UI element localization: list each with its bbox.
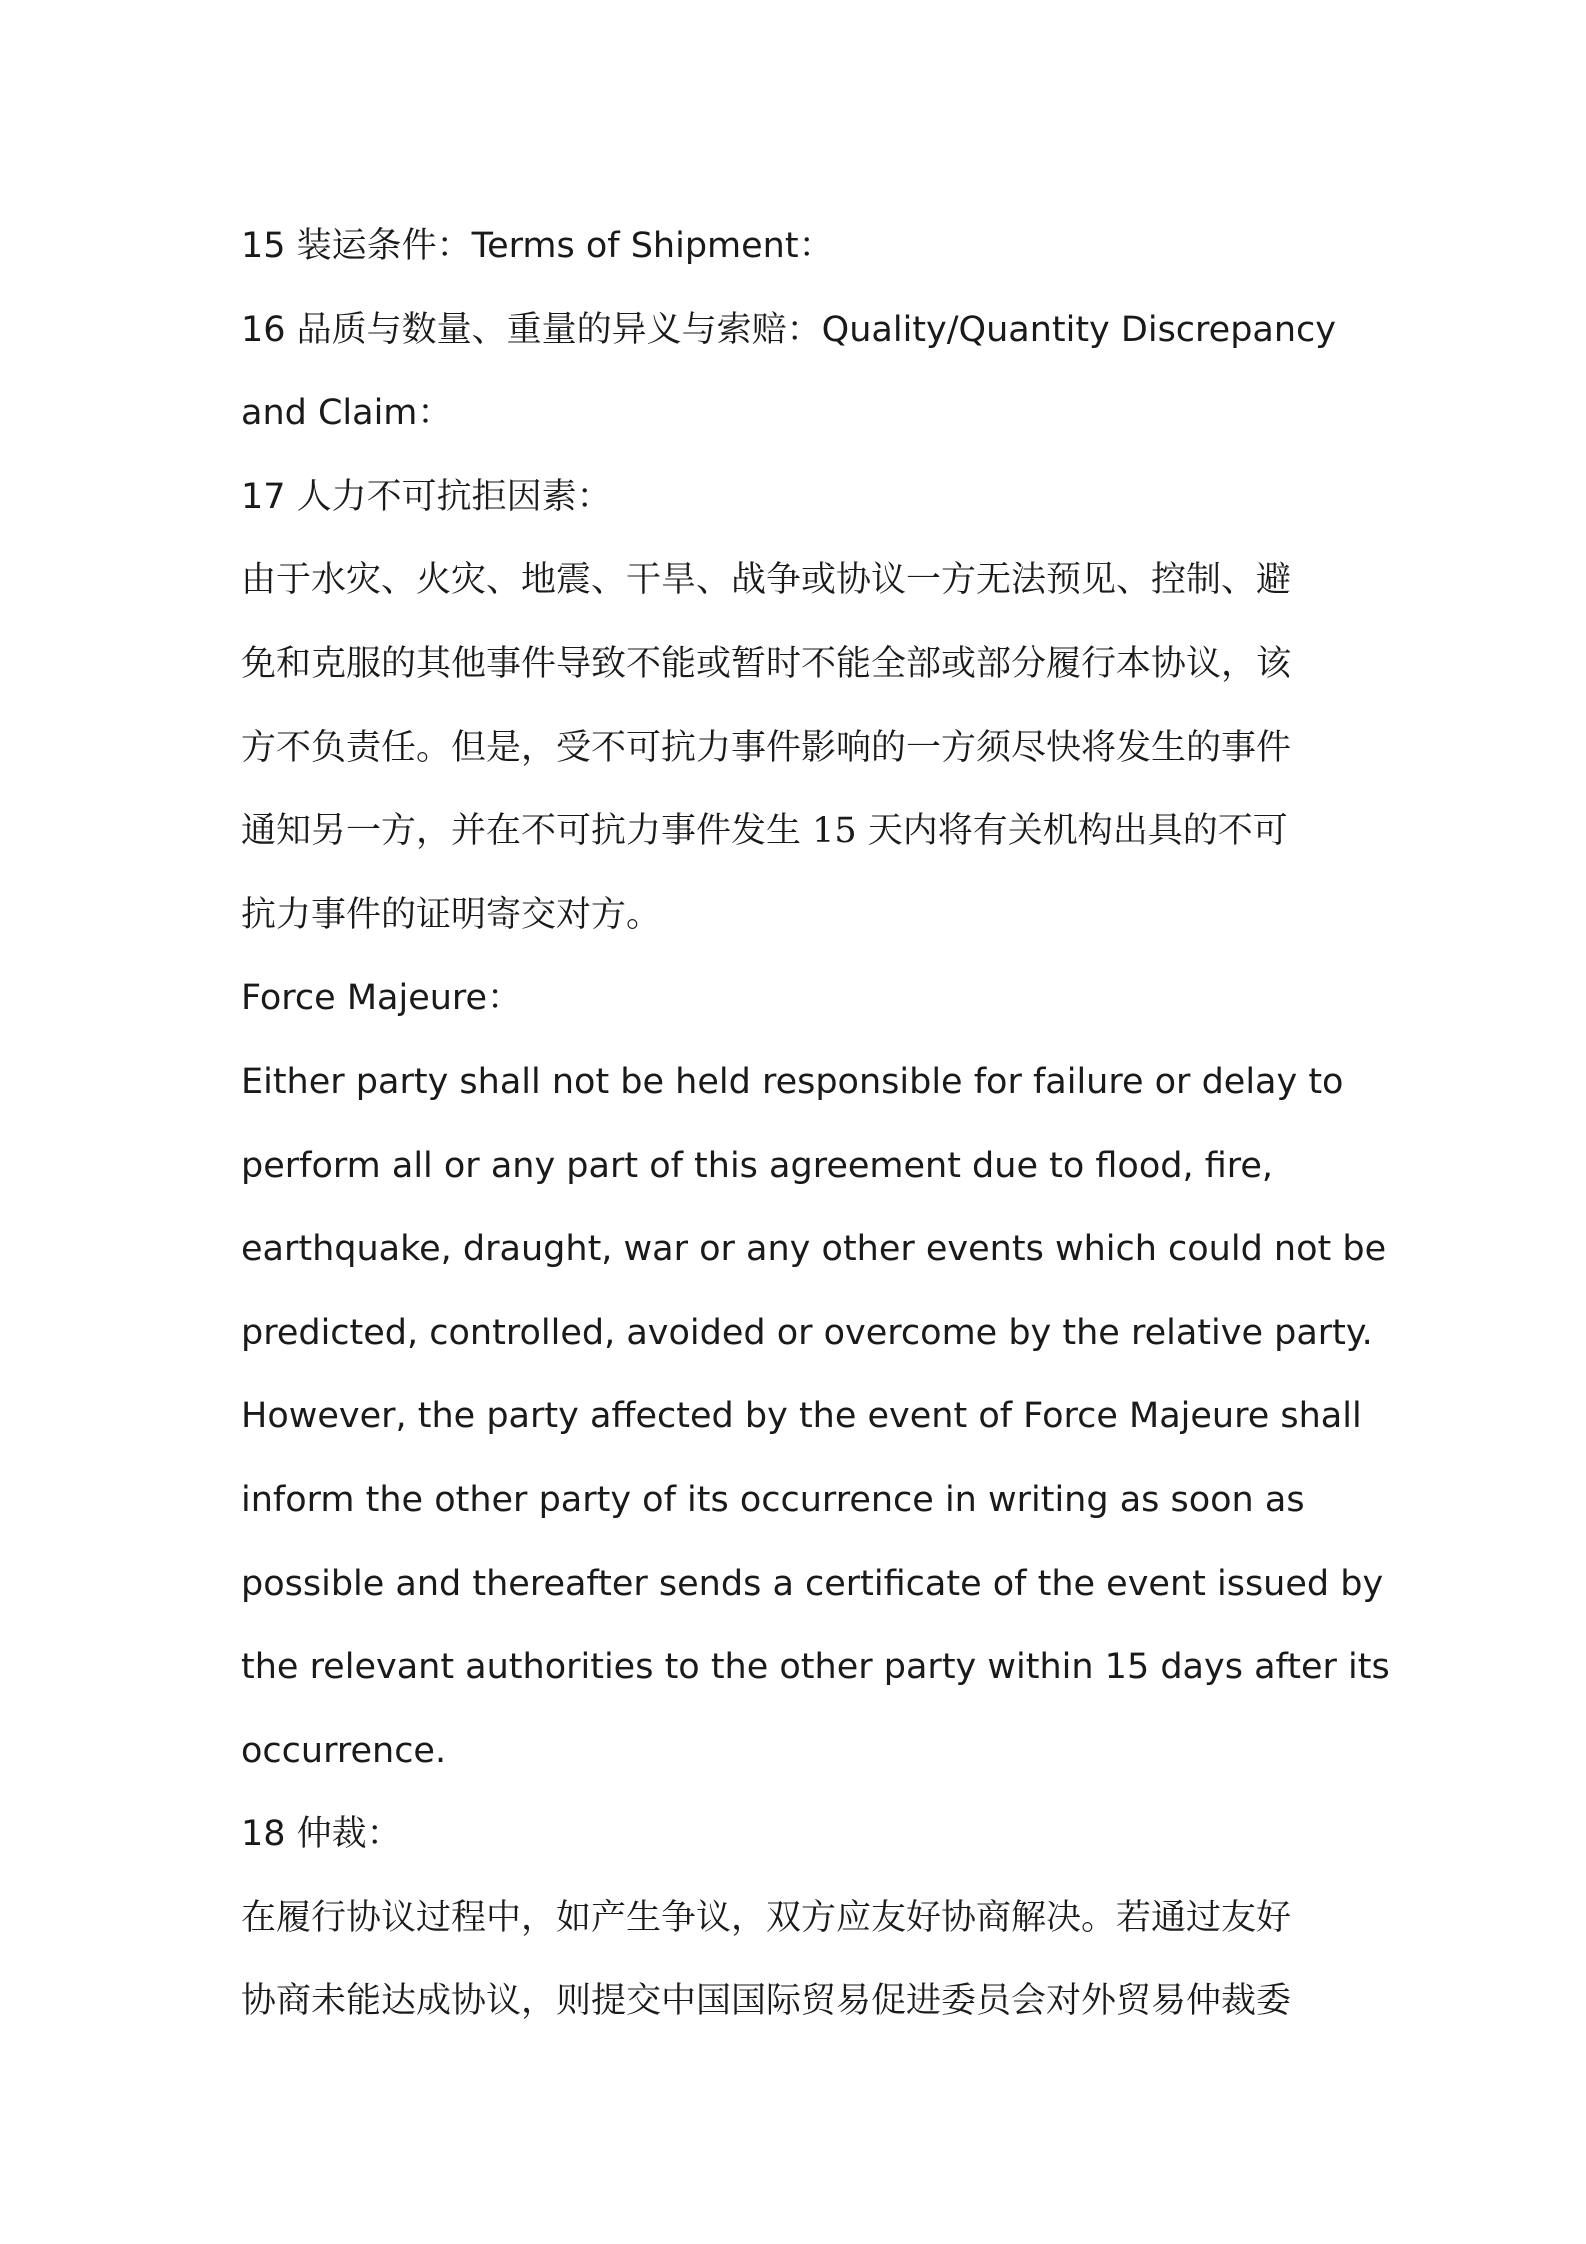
clause-18-chinese-line-2: 协商未能达成协议，则提交中国国际贸易促进委员会对外贸易仲裁委 — [241, 1981, 1292, 2022]
force-majeure-english-line-9: occurrence. — [241, 1730, 447, 1771]
clause-16-heading-continued: and Claim： — [241, 393, 453, 434]
clause-17-heading: 17 人力不可抗拒因素： — [241, 476, 612, 517]
force-majeure-english-line-8: the relevant authorities to the other party within 15 days after its — [241, 1647, 1390, 1688]
clause-18-heading: 18 仲裁： — [241, 1814, 402, 1855]
clause-17-chinese-line-3: 方不负责任。但是，受不可抗力事件影响的一方须尽快将发生的事件 — [241, 727, 1292, 768]
clause-17-chinese-line-5: 抗力事件的证明寄交对方。 — [241, 894, 662, 935]
clause-17-chinese-line-1: 由于水灾、火灾、地震、干旱、战争或协议一方无法预见、控制、避 — [241, 560, 1292, 601]
force-majeure-heading: Force Majeure： — [241, 978, 523, 1019]
clause-17-chinese-line-4: 通知另一方，并在不可抗力事件发生 15 天内将有关机构出具的不可 — [241, 811, 1288, 852]
force-majeure-english-line-6: inform the other party of its occurrence in writing as soon as — [241, 1479, 1305, 1520]
clause-17-chinese-line-2: 免和克服的其他事件导致不能或暂时不能全部或部分履行本协议，该 — [241, 643, 1292, 684]
force-majeure-english-line-1: Either party shall not be held responsible for failure or delay to — [241, 1061, 1344, 1102]
force-majeure-english-line-3: earthquake, draught, war or any other events which could not be — [241, 1229, 1387, 1270]
force-majeure-english-line-2: perform all or any part of this agreement due to flood, fire, — [241, 1145, 1274, 1186]
force-majeure-english-line-4: predicted, controlled, avoided or overcome by the relative party. — [241, 1312, 1373, 1353]
clause-18-chinese-line-1: 在履行协议过程中，如产生争议，双方应友好协商解决。若通过友好 — [241, 1897, 1292, 1938]
force-majeure-english-line-7: possible and thereafter sends a certificate of the event issued by — [241, 1563, 1384, 1604]
force-majeure-english-line-5: However, the party affected by the event of Force Majeure shall — [241, 1396, 1362, 1437]
document-body — [241, 205, 1390, 2044]
clause-15-heading: 15 装运条件：Terms of Shipment： — [241, 226, 834, 266]
clause-16-heading: 16 品质与数量、重量的异义与索赔：Quality/Quantity Discrepancy — [241, 309, 1336, 350]
